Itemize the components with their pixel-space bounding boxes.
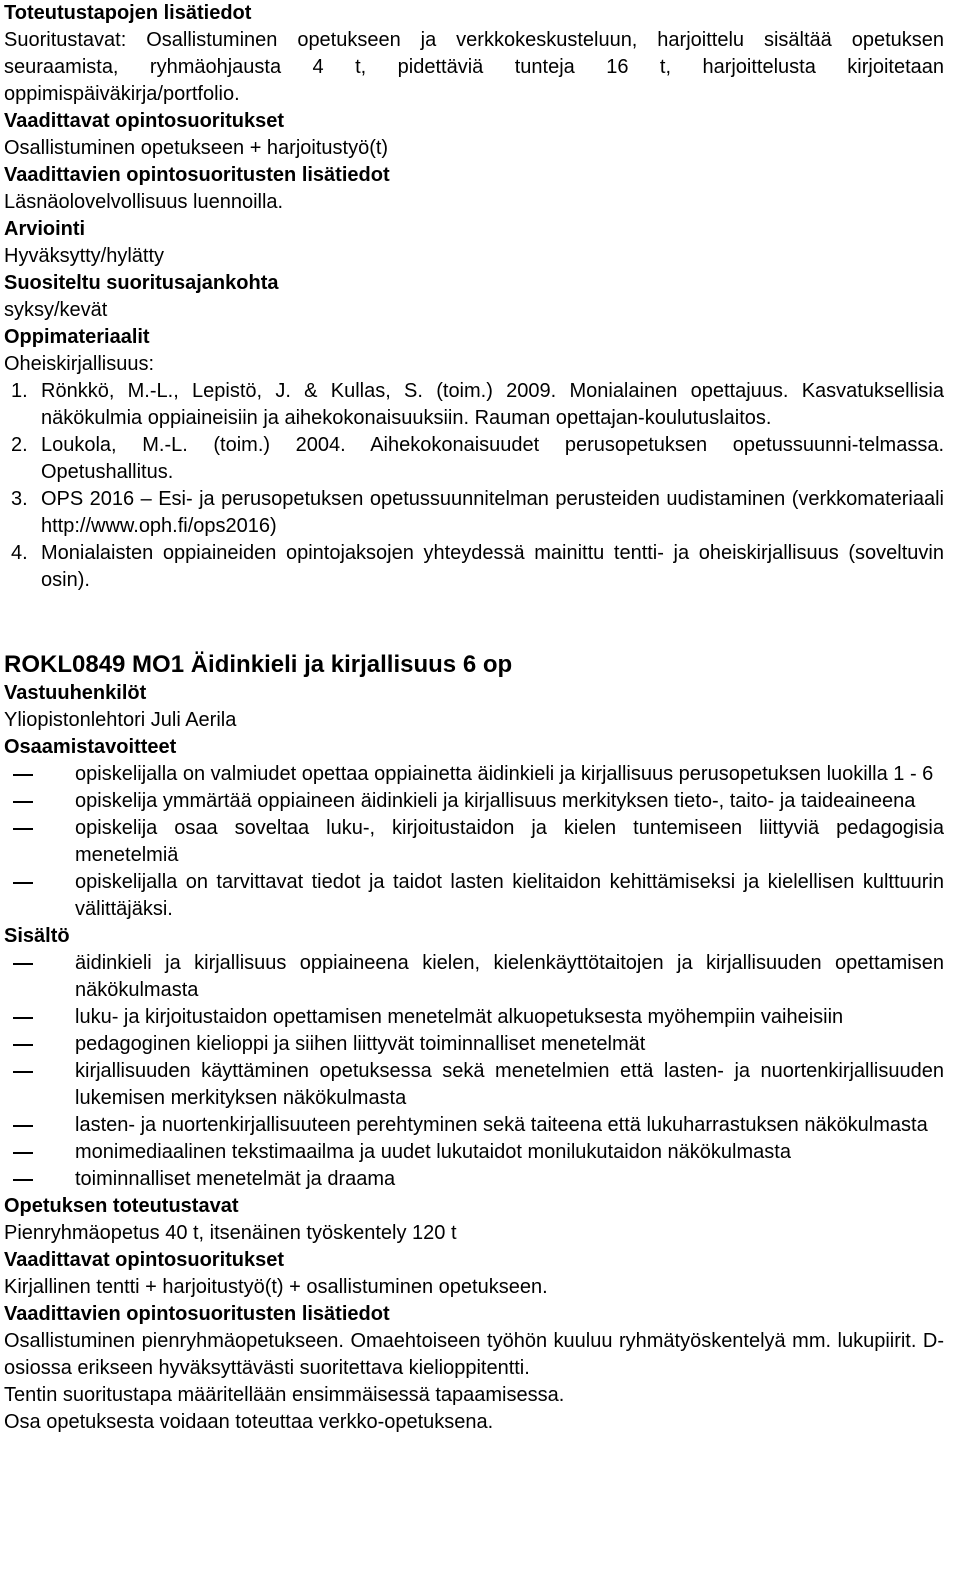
lisatiedot-text-1: Osallistuminen pienryhmäopetukseen. Omaehtoiseen työhön kuuluu ryhmätyöskentelyä mm. lukupiirit. D-osiossa erikseen hyväksyttävästi suoritettava kielioppitentti.: [4, 1330, 944, 1379]
lisatiedot-text-2: Tentin suoritustapa määritellään ensimmäisessä tapaamisessa.: [4, 1384, 565, 1406]
list-item: [75, 761, 944, 788]
top-section: [4, 0, 944, 594]
sisalto-list: [4, 950, 944, 1193]
reference-number: 3.: [11, 488, 28, 510]
heading-osaamistavoitteet: Osaamistavoitteet: [4, 736, 177, 758]
list-item: [75, 1166, 944, 1193]
list-item-text: monimediaalinen tekstimaailma ja uudet lukutaidot monilukutaidon näkökulmasta: [75, 1141, 791, 1163]
vastuuhenkilot-text: Yliopistonlehtori Juli Aerila: [4, 709, 237, 731]
lisatiedot-text-3: Osa opetuksesta voidaan toteuttaa verkko-opetuksena.: [4, 1411, 494, 1433]
dash-bullet-icon: [13, 828, 33, 830]
arviointi-text: Hyväksytty/hylätty: [4, 245, 165, 267]
list-item: [75, 869, 944, 923]
list-item: [75, 950, 944, 1004]
dash-bullet-icon: [13, 1071, 33, 1073]
list-item: [75, 1139, 944, 1166]
dash-bullet-icon: [13, 963, 33, 965]
list-item: [75, 1004, 944, 1031]
dash-bullet-icon: [13, 801, 33, 803]
heading-sisalto: Sisältö: [4, 925, 70, 947]
reference-list: [4, 378, 944, 594]
dash-bullet-icon: [13, 1017, 33, 1019]
list-item: [75, 1058, 944, 1112]
dash-bullet-icon: [13, 1044, 33, 1046]
list-item-text: lasten- ja nuortenkirjallisuuteen perehtyminen sekä taiteena että lukuharrastuksen näkökulmasta: [75, 1114, 928, 1136]
reference-number: 1.: [11, 380, 28, 402]
list-item-text: kirjallisuuden käyttäminen opetuksessa sekä menetelmien että lasten- ja nuortenkirjallisuuden lukemisen merkityksen näkökulmasta: [75, 1060, 944, 1109]
dash-bullet-icon: [13, 1152, 33, 1154]
list-item: [75, 1031, 944, 1058]
heading-suositeltu-ajankohta: Suositeltu suoritusajankohta: [4, 272, 279, 294]
osaamistavoitteet-list: [4, 761, 944, 923]
list-item-text: opiskelijalla on valmiudet opettaa oppiainetta äidinkieli ja kirjallisuus perusopetuksen luokilla 1 - 6: [75, 763, 934, 785]
heading-vastuuhenkilot: Vastuuhenkilöt: [4, 682, 147, 704]
heading-vaadittavat-opintosuoritukset: Vaadittavat opintosuoritukset: [4, 110, 285, 132]
vaadittavat-text: Osallistuminen opetukseen + harjoitustyö(t): [4, 137, 389, 159]
course-section: [4, 650, 944, 1436]
dash-bullet-icon: [13, 1179, 33, 1181]
reference-item: [11, 540, 944, 594]
vaadittavat-text: Kirjallinen tentti + harjoitustyö(t) + osallistuminen opetukseen.: [4, 1276, 548, 1298]
reference-item: [11, 378, 944, 432]
heading-opetuksen-toteutustavat: Opetuksen toteutustavat: [4, 1195, 239, 1217]
list-item-text: luku- ja kirjoitustaidon opettamisen menetelmät alkuopetuksesta myöhempiin vaiheisiin: [75, 1006, 844, 1028]
list-item: [75, 788, 944, 815]
list-item: [75, 1112, 944, 1139]
heading-vaadittavien-lisatiedot: Vaadittavien opintosuoritusten lisätiedot: [4, 1303, 390, 1325]
course-title: ROKL0849 MO1 Äidinkieli ja kirjallisuus 6 op: [4, 651, 513, 678]
reference-item: [11, 432, 944, 486]
toteutustavat-text: Pienryhmäopetus 40 t, itsenäinen työskentely 120 t: [4, 1222, 457, 1244]
suoritustavat-text: Suoritustavat: Osallistuminen opetukseen ja verkkokeskusteluun, harjoittelu sisältää opetuksen seuraamista, ryhmäohjausta 4 t, pidettäviä tunteja 16 t, harjoittelusta kirjoitetaan oppimispäiväkirja/portfolio.: [4, 29, 944, 105]
dash-bullet-icon: [13, 774, 33, 776]
reference-text: OPS 2016 – Esi- ja perusopetuksen opetussuunnitelman perusteiden uudistaminen (verkkomateriaali http://www.oph.fi/ops2016): [41, 488, 944, 537]
dash-bullet-icon: [13, 882, 33, 884]
dash-bullet-icon: [13, 1125, 33, 1127]
reference-text: Loukola, M.-L. (toim.) 2004. Aihekokonaisuudet perusopetuksen opetussuunni-telmassa. Opetushallitus.: [41, 434, 944, 483]
heading-arviointi: Arviointi: [4, 218, 86, 240]
list-item-text: opiskelija osaa soveltaa luku-, kirjoitustaidon ja kielen tuntemiseen liittyviä pedagogisia menetelmiä: [75, 817, 944, 866]
list-item-text: opiskelijalla on tarvittavat tiedot ja taidot lasten kielitaidon kehittämiseksi ja kielellisen kulttuurin välittäjäksi.: [75, 871, 944, 920]
heading-vaadittavat-opintosuoritukset: Vaadittavat opintosuoritukset: [4, 1249, 285, 1271]
list-item-text: opiskelija ymmärtää oppiaineen äidinkieli ja kirjallisuus merkityksen tieto-, taito- ja taideaineena: [75, 790, 916, 812]
heading-toteutustapojen-lisatiedot: Toteutustapojen lisätiedot: [4, 2, 252, 24]
reference-number: 4.: [11, 542, 28, 564]
heading-oppimateriaalit: Oppimateriaalit: [4, 326, 150, 348]
vaadittavien-lisatiedot-text: Läsnäolovelvollisuus luennoilla.: [4, 191, 284, 213]
list-item-text: pedagoginen kielioppi ja siihen liittyvät toiminnalliset menetelmät: [75, 1033, 646, 1055]
reference-item: [11, 486, 944, 540]
ajankohta-text: syksy/kevät: [4, 299, 108, 321]
reference-text: Monialaisten oppiaineiden opintojaksojen yhteydessä mainittu tentti- ja oheiskirjallisuus (soveltuvin osin).: [41, 542, 944, 591]
reference-text: Rönkkö, M.-L., Lepistö, J. & Kullas, S. (toim.) 2009. Monialainen opettajuus. Kasvatuksellisia näkökulmia oppiaineisiin ja aihekokonaisuuksiin. Rauman opettajan-koulutuslaitos.: [41, 380, 944, 429]
list-item-text: toiminnalliset menetelmät ja draama: [75, 1168, 396, 1190]
reference-number: 2.: [11, 434, 28, 456]
oheiskirjallisuus-label: Oheiskirjallisuus:: [4, 353, 155, 375]
list-item-text: äidinkieli ja kirjallisuus oppiaineena kielen, kielenkäyttötaitojen ja kirjallisuuden opettamisen näkökulmasta: [75, 952, 944, 1001]
list-item: [75, 815, 944, 869]
heading-vaadittavien-lisatiedot: Vaadittavien opintosuoritusten lisätiedot: [4, 164, 390, 186]
